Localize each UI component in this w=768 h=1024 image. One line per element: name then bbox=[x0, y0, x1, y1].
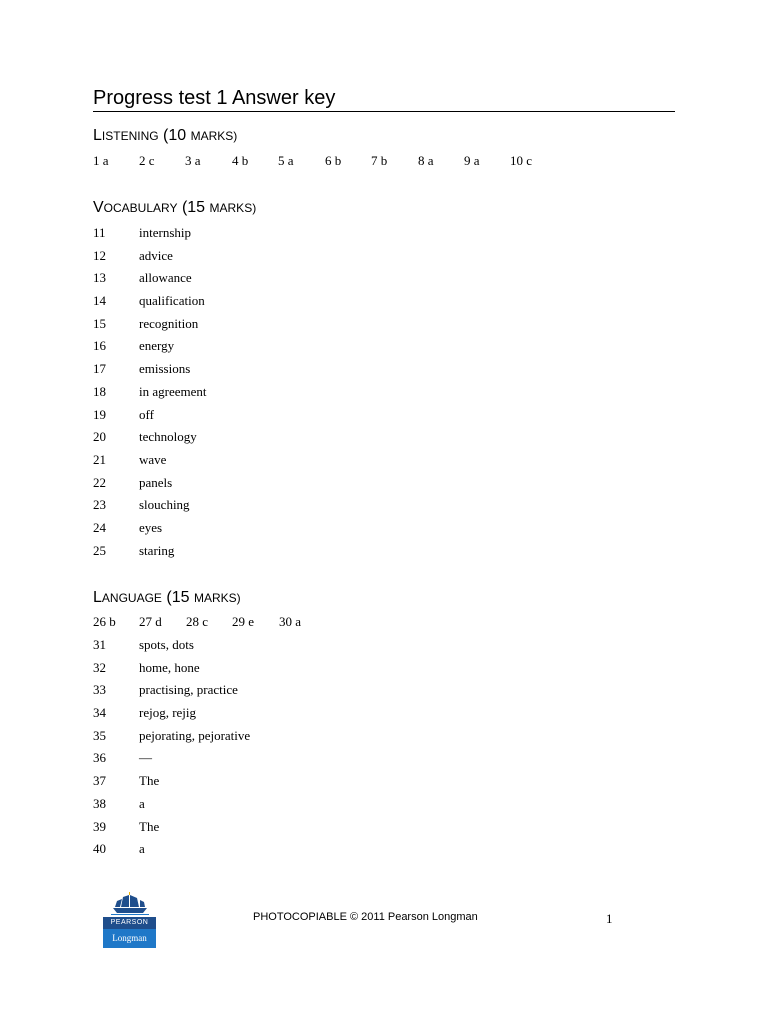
item-number: 37 bbox=[93, 773, 106, 789]
item-number: 40 bbox=[93, 841, 106, 857]
item-answer: emissions bbox=[139, 361, 191, 377]
copyright-notice: PHOTOCOPIABLE © 2011 Pearson Longman bbox=[253, 911, 478, 923]
item-number: 14 bbox=[93, 293, 106, 309]
list-item bbox=[93, 429, 207, 452]
item-answer: technology bbox=[139, 429, 197, 445]
list-item bbox=[93, 819, 250, 842]
item-answer: qualification bbox=[139, 293, 205, 309]
list-item bbox=[93, 338, 207, 361]
item-answer: advice bbox=[139, 247, 173, 263]
answer-item: 5 a bbox=[278, 153, 294, 168]
item-number: 18 bbox=[93, 383, 106, 399]
answer-item: 8 a bbox=[418, 153, 434, 168]
vocabulary-list bbox=[93, 225, 207, 565]
item-answer: The bbox=[139, 773, 160, 789]
item-number: 33 bbox=[93, 682, 106, 698]
item-answer: panels bbox=[139, 474, 173, 490]
answer-item: 26 b bbox=[93, 614, 116, 629]
item-answer: The bbox=[139, 818, 160, 834]
list-item bbox=[93, 384, 207, 407]
item-number: 15 bbox=[93, 315, 106, 331]
item-number: 35 bbox=[93, 727, 106, 743]
ship-icon bbox=[103, 891, 156, 917]
item-answer: allowance bbox=[139, 270, 192, 286]
item-number: 17 bbox=[93, 361, 106, 377]
list-item bbox=[93, 407, 207, 430]
answer-item: 10 c bbox=[510, 153, 533, 168]
language-heading: LANGUAGE (15 MARKS) bbox=[93, 589, 241, 606]
page-number: 1 bbox=[606, 911, 613, 926]
answer-item: 28 c bbox=[186, 614, 209, 629]
list-item bbox=[93, 293, 207, 316]
list-item bbox=[93, 637, 250, 660]
answer-item: 29 e bbox=[232, 614, 255, 629]
item-number: 25 bbox=[93, 542, 106, 558]
list-item bbox=[93, 773, 250, 796]
list-item bbox=[93, 728, 250, 751]
answer-item: 27 d bbox=[139, 614, 162, 629]
answer-item: 1 a bbox=[93, 153, 109, 168]
list-item bbox=[93, 475, 207, 498]
answer-item: 6 b bbox=[325, 153, 342, 168]
logo-longman-text: Longman bbox=[103, 929, 156, 948]
item-number: 11 bbox=[93, 225, 106, 240]
item-number: 39 bbox=[93, 818, 106, 834]
item-number: 19 bbox=[93, 406, 106, 422]
item-number: 20 bbox=[93, 429, 106, 445]
list-item bbox=[93, 660, 250, 683]
item-number: 16 bbox=[93, 338, 106, 354]
item-answer: staring bbox=[139, 542, 175, 558]
logo-pearson-text: PEARSON bbox=[103, 917, 156, 929]
item-answer: practising, practice bbox=[139, 682, 238, 698]
item-number: 36 bbox=[93, 750, 106, 766]
list-item bbox=[93, 750, 250, 773]
list-item bbox=[93, 841, 250, 864]
item-answer: energy bbox=[139, 338, 175, 354]
answer-item: 4 b bbox=[232, 153, 249, 168]
item-number: 22 bbox=[93, 474, 106, 490]
list-item bbox=[93, 452, 207, 475]
list-item bbox=[93, 248, 207, 271]
answer-item: 3 a bbox=[185, 153, 201, 168]
item-number: 31 bbox=[93, 637, 106, 652]
page-title: Progress test 1 Answer key bbox=[93, 86, 675, 112]
item-number: 23 bbox=[93, 497, 106, 513]
list-item bbox=[93, 543, 207, 566]
item-answer: pejorating, pejorative bbox=[139, 727, 251, 743]
item-answer: a bbox=[139, 841, 145, 857]
pearson-longman-logo bbox=[103, 891, 156, 948]
item-answer: rejog, rejig bbox=[139, 705, 197, 721]
item-number: 34 bbox=[93, 705, 106, 721]
item-number: 38 bbox=[93, 795, 106, 811]
listening-heading: LISTENING (10 MARKS) bbox=[93, 127, 238, 144]
answer-item: 7 b bbox=[371, 153, 388, 168]
vocabulary-heading: VOCABULARY (15 MARKS) bbox=[93, 199, 257, 216]
list-item bbox=[93, 225, 207, 248]
item-answer: off bbox=[139, 406, 154, 422]
item-number: 12 bbox=[93, 247, 106, 263]
list-item bbox=[93, 316, 207, 339]
list-item bbox=[93, 497, 207, 520]
item-number: 13 bbox=[93, 270, 106, 286]
item-answer: recognition bbox=[139, 315, 199, 331]
item-answer: in agreement bbox=[139, 383, 207, 399]
list-item bbox=[93, 270, 207, 293]
item-number: 32 bbox=[93, 659, 106, 675]
item-answer: spots, dots bbox=[139, 637, 194, 652]
list-item bbox=[93, 361, 207, 384]
item-answer: — bbox=[139, 750, 152, 766]
answer-item: 9 a bbox=[464, 153, 480, 168]
language-list bbox=[93, 637, 250, 864]
item-number: 21 bbox=[93, 451, 106, 467]
item-number: 24 bbox=[93, 519, 106, 535]
item-answer: a bbox=[139, 795, 145, 811]
answer-item: 30 a bbox=[279, 614, 302, 629]
list-item bbox=[93, 520, 207, 543]
item-answer: slouching bbox=[139, 497, 190, 513]
item-answer: home, hone bbox=[139, 659, 200, 675]
item-answer: internship bbox=[139, 225, 191, 240]
list-item bbox=[93, 705, 250, 728]
list-item bbox=[93, 796, 250, 819]
item-answer: eyes bbox=[139, 519, 163, 535]
answer-item: 2 c bbox=[139, 153, 155, 168]
list-item bbox=[93, 682, 250, 705]
item-answer: wave bbox=[139, 451, 167, 467]
